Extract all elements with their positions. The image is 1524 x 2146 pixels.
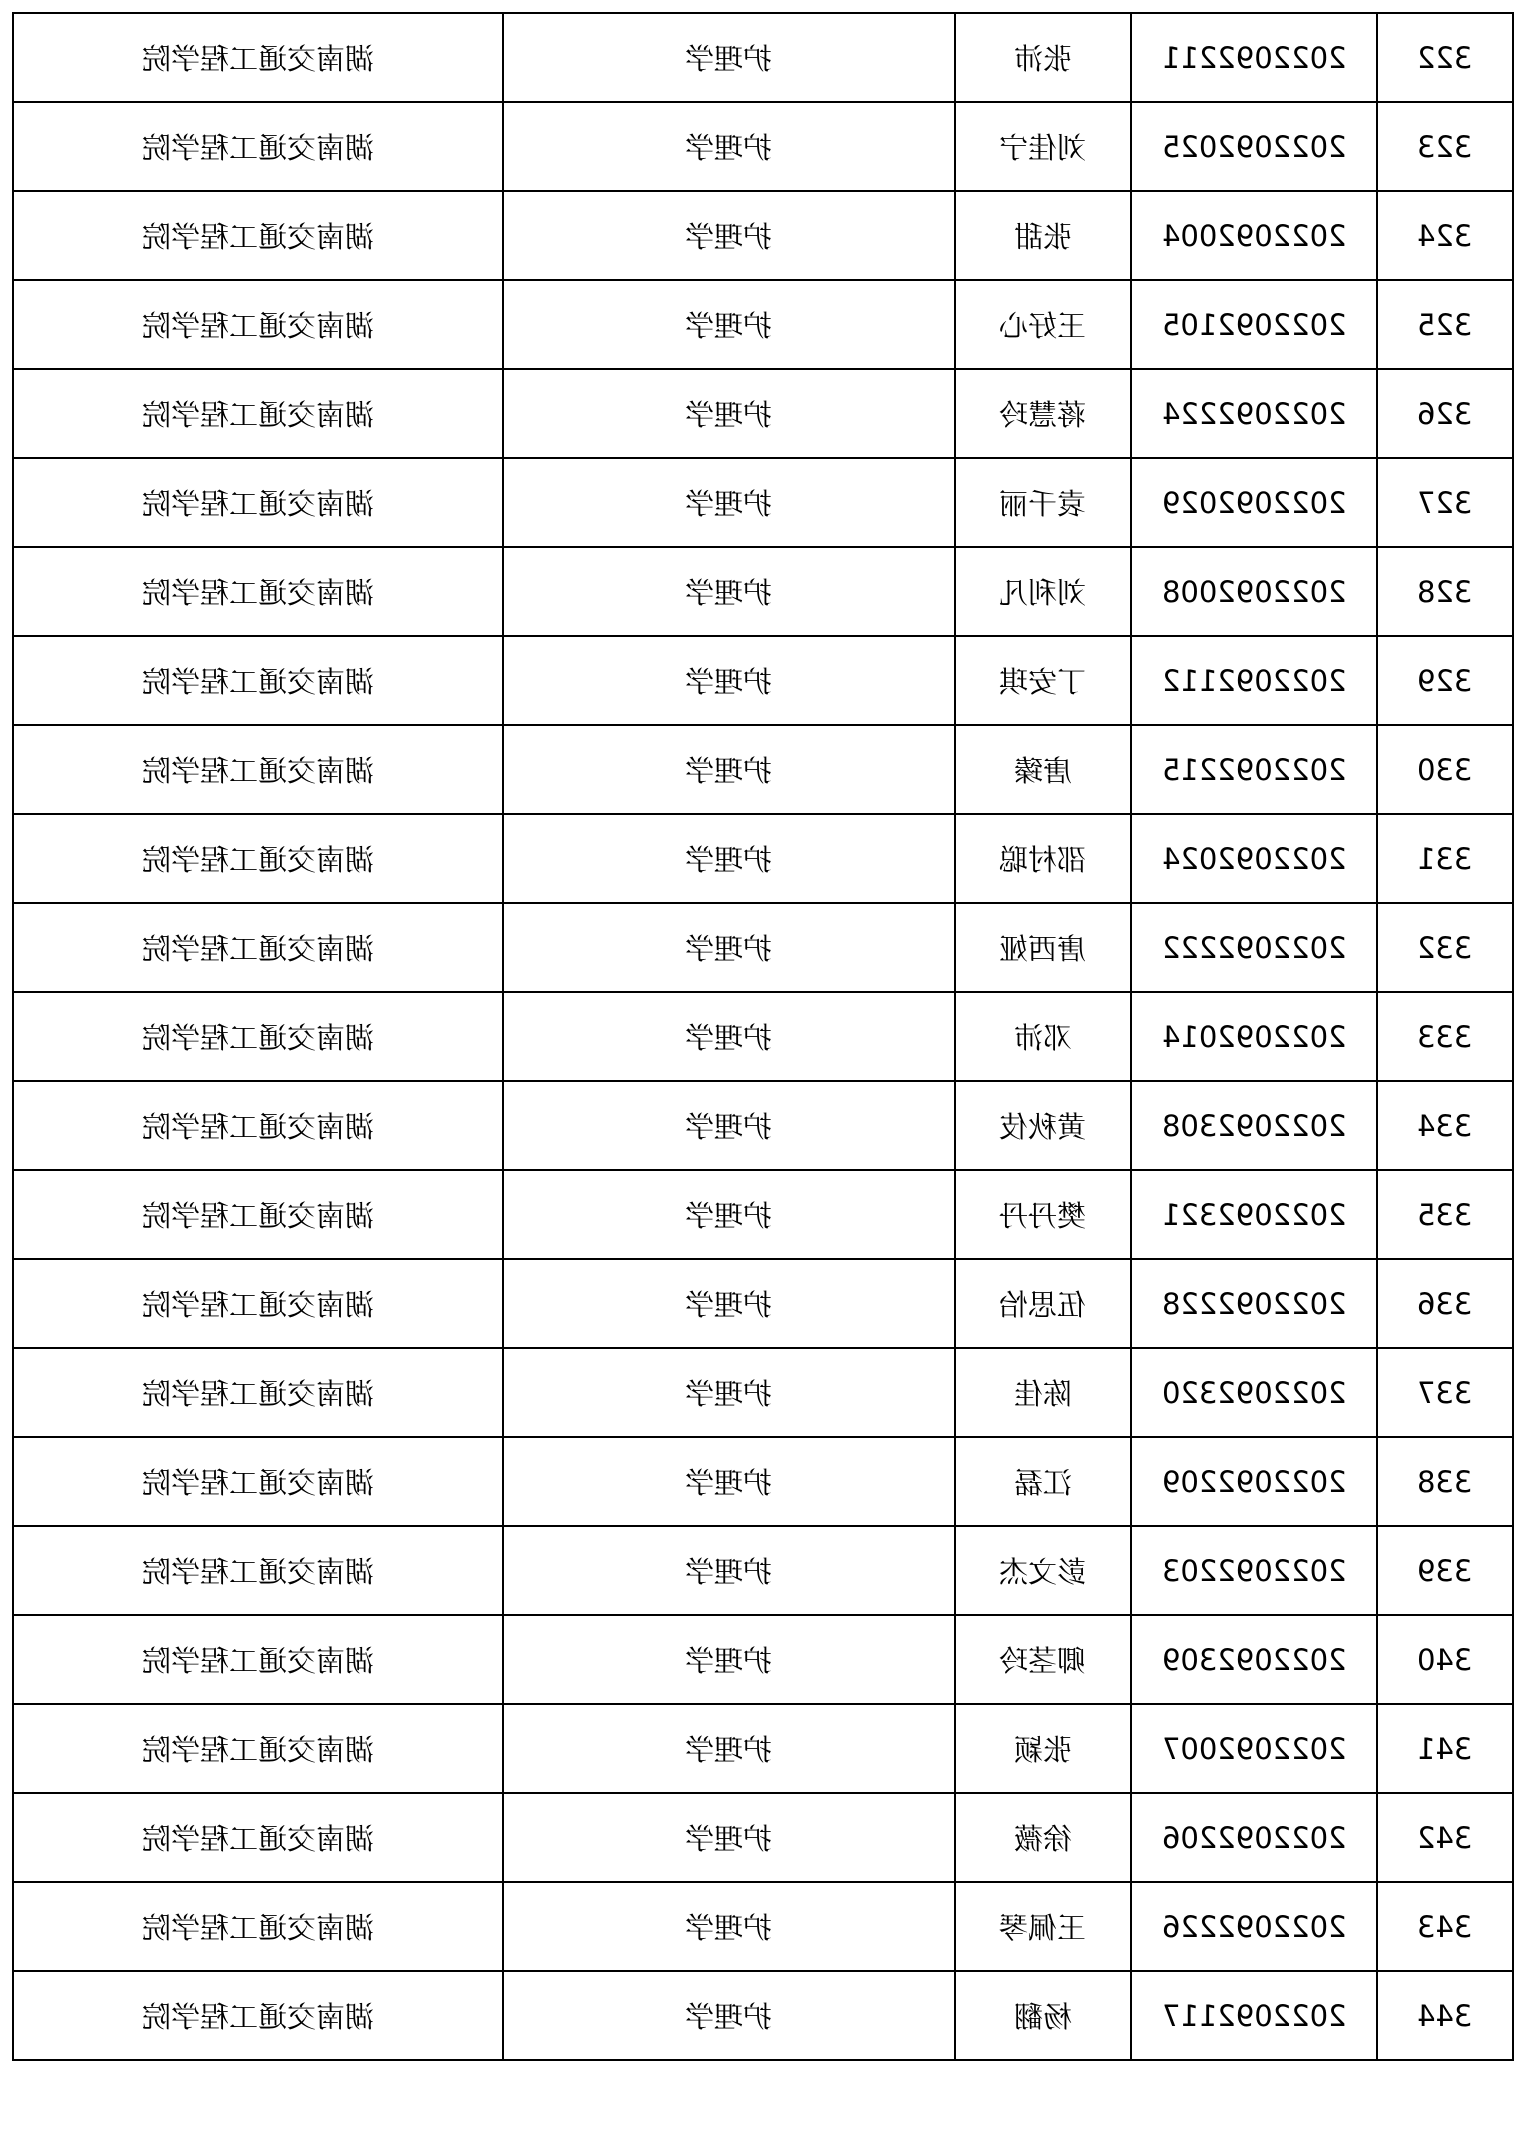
school-cell <box>13 13 503 102</box>
major-cell <box>503 1971 955 2060</box>
row-number-text: 336 <box>1417 1286 1473 1321</box>
name-text: 彭文杰 <box>999 1555 1087 1589</box>
row-number-cell <box>1377 1704 1513 1793</box>
name-text: 徐薇 <box>1013 1822 1072 1856</box>
name-text: 王好心 <box>999 309 1087 343</box>
student-id-cell <box>1131 1971 1377 2060</box>
row-number-text: 327 <box>1417 485 1473 520</box>
name-cell <box>955 1615 1131 1704</box>
name-cell <box>955 903 1131 992</box>
major-cell <box>503 1259 955 1348</box>
table-row <box>13 1526 1513 1615</box>
major-cell <box>503 547 955 636</box>
name-cell <box>955 1259 1131 1348</box>
row-number-cell <box>1377 1882 1513 1971</box>
name-text: 邵村聪 <box>999 843 1087 877</box>
student-id-text: 2022092112 <box>1161 663 1347 698</box>
student-id-text: 2022092206 <box>1161 1820 1347 1855</box>
row-number-text: 322 <box>1417 40 1473 75</box>
table-row <box>13 458 1513 547</box>
school-text: 湖南交通工程学院 <box>141 1644 374 1678</box>
school-text: 湖南交通工程学院 <box>141 1377 374 1411</box>
name-text: 邓沛 <box>1013 1021 1072 1055</box>
student-id-cell <box>1131 13 1377 102</box>
row-number-cell <box>1377 369 1513 458</box>
major-text: 护理学 <box>685 1377 773 1411</box>
major-text: 护理学 <box>685 1644 773 1678</box>
table-row <box>13 1259 1513 1348</box>
school-text: 湖南交通工程学院 <box>141 1555 374 1589</box>
name-cell <box>955 547 1131 636</box>
name-cell <box>955 280 1131 369</box>
row-number-text: 344 <box>1417 1998 1473 2033</box>
name-text: 袁千丽 <box>999 487 1087 521</box>
major-cell <box>503 191 955 280</box>
row-number-text: 338 <box>1417 1464 1473 1499</box>
student-id-cell <box>1131 1615 1377 1704</box>
name-text: 蒋慧玲 <box>999 398 1087 432</box>
table-row <box>13 903 1513 992</box>
row-number-text: 334 <box>1417 1108 1473 1143</box>
student-id-cell <box>1131 1882 1377 1971</box>
major-text: 护理学 <box>685 1733 773 1767</box>
school-text: 湖南交通工程学院 <box>141 2000 374 2034</box>
major-cell <box>503 814 955 903</box>
table-row <box>13 547 1513 636</box>
student-id-text: 2022092228 <box>1161 1286 1347 1321</box>
row-number-cell <box>1377 1971 1513 2060</box>
row-number-cell <box>1377 636 1513 725</box>
row-number-cell <box>1377 1526 1513 1615</box>
name-cell <box>955 1704 1131 1793</box>
school-cell <box>13 814 503 903</box>
school-text: 湖南交通工程学院 <box>141 754 374 788</box>
school-text: 湖南交通工程学院 <box>141 487 374 521</box>
school-text: 湖南交通工程学院 <box>141 1110 374 1144</box>
school-cell <box>13 903 503 992</box>
student-id-cell <box>1131 1081 1377 1170</box>
school-cell <box>13 1437 503 1526</box>
name-cell <box>955 1526 1131 1615</box>
student-id-text: 2022092215 <box>1161 752 1347 787</box>
table-row <box>13 1882 1513 1971</box>
school-cell <box>13 458 503 547</box>
student-id-cell <box>1131 1437 1377 1526</box>
name-text: 王佩琴 <box>999 1911 1087 1945</box>
school-text: 湖南交通工程学院 <box>141 398 374 432</box>
major-text: 护理学 <box>685 2000 773 2034</box>
school-cell <box>13 102 503 191</box>
name-cell <box>955 13 1131 102</box>
major-text: 护理学 <box>685 1822 773 1856</box>
school-cell <box>13 1704 503 1793</box>
major-text: 护理学 <box>685 1021 773 1055</box>
row-number-text: 328 <box>1417 574 1473 609</box>
school-text: 湖南交通工程学院 <box>141 131 374 165</box>
major-cell <box>503 903 955 992</box>
major-text: 护理学 <box>685 42 773 76</box>
school-text: 湖南交通工程学院 <box>141 1733 374 1767</box>
student-id-text: 2022092222 <box>1161 930 1347 965</box>
name-text: 卿茎玲 <box>999 1644 1087 1678</box>
student-id-text: 2022092224 <box>1161 396 1347 431</box>
major-cell <box>503 1348 955 1437</box>
row-number-text: 323 <box>1417 129 1473 164</box>
major-text: 护理学 <box>685 309 773 343</box>
major-text: 护理学 <box>685 576 773 610</box>
student-id-text: 2022092007 <box>1161 1731 1347 1766</box>
major-cell <box>503 1437 955 1526</box>
school-cell <box>13 1793 503 1882</box>
row-number-cell <box>1377 1348 1513 1437</box>
student-id-text: 2022092014 <box>1161 1019 1347 1054</box>
school-cell <box>13 369 503 458</box>
table-row <box>13 191 1513 280</box>
name-text: 唐臻 <box>1013 754 1072 788</box>
table-row <box>13 1704 1513 1793</box>
student-id-cell <box>1131 636 1377 725</box>
table-row <box>13 13 1513 102</box>
table-row <box>13 1793 1513 1882</box>
student-id-text: 2022092008 <box>1161 574 1347 609</box>
row-number-text: 340 <box>1417 1642 1473 1677</box>
row-number-text: 325 <box>1417 307 1473 342</box>
row-number-text: 332 <box>1417 930 1473 965</box>
name-cell <box>955 1081 1131 1170</box>
name-cell <box>955 191 1131 280</box>
row-number-text: 335 <box>1417 1197 1473 1232</box>
major-text: 护理学 <box>685 398 773 432</box>
major-text: 护理学 <box>685 1555 773 1589</box>
table-row <box>13 1971 1513 2060</box>
row-number-cell <box>1377 1793 1513 1882</box>
student-id-text: 2022092321 <box>1161 1197 1347 1232</box>
student-id-text: 2022092025 <box>1161 129 1347 164</box>
table-row <box>13 102 1513 191</box>
name-cell <box>955 992 1131 1081</box>
major-text: 护理学 <box>685 843 773 877</box>
name-text: 杨翻 <box>1013 2000 1072 2034</box>
name-text: 张沛 <box>1013 42 1072 76</box>
school-text: 湖南交通工程学院 <box>141 1199 374 1233</box>
school-cell <box>13 1259 503 1348</box>
row-number-cell <box>1377 1170 1513 1259</box>
row-number-cell <box>1377 903 1513 992</box>
school-text: 湖南交通工程学院 <box>141 42 374 76</box>
student-id-text: 2022092211 <box>1161 40 1347 75</box>
student-id-cell <box>1131 992 1377 1081</box>
row-number-cell <box>1377 1437 1513 1526</box>
major-text: 护理学 <box>685 1911 773 1945</box>
student-id-cell <box>1131 903 1377 992</box>
row-number-cell <box>1377 725 1513 814</box>
table-row <box>13 992 1513 1081</box>
name-cell <box>955 458 1131 547</box>
name-cell <box>955 725 1131 814</box>
row-number-cell <box>1377 458 1513 547</box>
student-id-cell <box>1131 1259 1377 1348</box>
school-cell <box>13 1971 503 2060</box>
school-text: 湖南交通工程学院 <box>141 1021 374 1055</box>
table-row <box>13 280 1513 369</box>
student-id-cell <box>1131 1348 1377 1437</box>
table-row <box>13 636 1513 725</box>
major-cell <box>503 1526 955 1615</box>
name-text: 唐西娅 <box>999 932 1087 966</box>
student-id-cell <box>1131 1526 1377 1615</box>
table-row <box>13 1081 1513 1170</box>
school-text: 湖南交通工程学院 <box>141 1911 374 1945</box>
student-id-text: 2022092029 <box>1161 485 1347 520</box>
major-cell <box>503 458 955 547</box>
student-list-table <box>12 12 1514 2061</box>
row-number-text: 339 <box>1417 1553 1473 1588</box>
student-id-text: 2022092024 <box>1161 841 1347 876</box>
row-number-cell <box>1377 102 1513 191</box>
school-text: 湖南交通工程学院 <box>141 1822 374 1856</box>
table-row <box>13 725 1513 814</box>
school-text: 湖南交通工程学院 <box>141 665 374 699</box>
school-text: 湖南交通工程学院 <box>141 932 374 966</box>
name-cell <box>955 1793 1131 1882</box>
row-number-cell <box>1377 13 1513 102</box>
name-cell <box>955 1882 1131 1971</box>
name-text: 刘利凡 <box>999 576 1087 610</box>
school-text: 湖南交通工程学院 <box>141 843 374 877</box>
major-text: 护理学 <box>685 1199 773 1233</box>
row-number-cell <box>1377 1615 1513 1704</box>
name-text: 樊丹丹 <box>999 1199 1087 1233</box>
row-number-cell <box>1377 547 1513 636</box>
row-number-text: 324 <box>1417 218 1473 253</box>
student-id-cell <box>1131 547 1377 636</box>
major-text: 护理学 <box>685 754 773 788</box>
school-text: 湖南交通工程学院 <box>141 220 374 254</box>
major-text: 护理学 <box>685 932 773 966</box>
school-cell <box>13 191 503 280</box>
major-text: 护理学 <box>685 220 773 254</box>
name-cell <box>955 369 1131 458</box>
student-id-cell <box>1131 102 1377 191</box>
school-cell <box>13 725 503 814</box>
student-id-cell <box>1131 280 1377 369</box>
table-row <box>13 1437 1513 1526</box>
name-text: 伍思怡 <box>999 1288 1087 1322</box>
school-cell <box>13 1348 503 1437</box>
name-text: 张颖 <box>1013 1733 1072 1767</box>
student-id-cell <box>1131 458 1377 547</box>
row-number-text: 333 <box>1417 1019 1473 1054</box>
student-id-cell <box>1131 725 1377 814</box>
row-number-text: 326 <box>1417 396 1473 431</box>
school-cell <box>13 1170 503 1259</box>
row-number-text: 343 <box>1417 1909 1473 1944</box>
school-cell <box>13 1882 503 1971</box>
name-text: 刘佳宁 <box>999 131 1087 165</box>
major-text: 护理学 <box>685 1110 773 1144</box>
name-cell <box>955 1170 1131 1259</box>
student-id-cell <box>1131 191 1377 280</box>
name-cell <box>955 1437 1131 1526</box>
major-cell <box>503 1882 955 1971</box>
major-text: 护理学 <box>685 131 773 165</box>
row-number-cell <box>1377 1081 1513 1170</box>
student-id-text: 2022092308 <box>1161 1108 1347 1143</box>
student-id-text: 2022092004 <box>1161 218 1347 253</box>
table-row <box>13 1615 1513 1704</box>
table-row <box>13 1170 1513 1259</box>
major-text: 护理学 <box>685 487 773 521</box>
student-id-text: 2022092105 <box>1161 307 1347 342</box>
row-number-cell <box>1377 191 1513 280</box>
row-number-text: 329 <box>1417 663 1473 698</box>
student-id-text: 2022092226 <box>1161 1909 1347 1944</box>
school-cell <box>13 280 503 369</box>
row-number-cell <box>1377 280 1513 369</box>
major-cell <box>503 102 955 191</box>
row-number-text: 330 <box>1417 752 1473 787</box>
major-cell <box>503 725 955 814</box>
student-id-text: 2022092320 <box>1161 1375 1347 1410</box>
student-id-text: 2022092309 <box>1161 1642 1347 1677</box>
name-cell <box>955 1348 1131 1437</box>
major-text: 护理学 <box>685 665 773 699</box>
name-text: 陈佳 <box>1013 1377 1072 1411</box>
student-id-cell <box>1131 1793 1377 1882</box>
major-cell <box>503 1793 955 1882</box>
school-cell <box>13 1615 503 1704</box>
school-text: 湖南交通工程学院 <box>141 1288 374 1322</box>
major-cell <box>503 992 955 1081</box>
major-cell <box>503 1081 955 1170</box>
name-text: 丁安琪 <box>999 665 1087 699</box>
row-number-text: 342 <box>1417 1820 1473 1855</box>
major-cell <box>503 1615 955 1704</box>
row-number-cell <box>1377 814 1513 903</box>
name-text: 黄秋伎 <box>999 1110 1087 1144</box>
student-id-cell <box>1131 1704 1377 1793</box>
school-text: 湖南交通工程学院 <box>141 1466 374 1500</box>
row-number-text: 337 <box>1417 1375 1473 1410</box>
student-id-text: 2022092209 <box>1161 1464 1347 1499</box>
name-cell <box>955 1971 1131 2060</box>
major-cell <box>503 636 955 725</box>
school-cell <box>13 547 503 636</box>
student-id-text: 2022092203 <box>1161 1553 1347 1588</box>
student-id-cell <box>1131 369 1377 458</box>
table-row <box>13 1348 1513 1437</box>
row-number-cell <box>1377 992 1513 1081</box>
row-number-cell <box>1377 1259 1513 1348</box>
name-text: 江磊 <box>1013 1466 1072 1500</box>
name-cell <box>955 636 1131 725</box>
row-number-text: 341 <box>1417 1731 1473 1766</box>
major-text: 护理学 <box>685 1288 773 1322</box>
student-id-text: 2022092117 <box>1161 1998 1347 2033</box>
school-cell <box>13 992 503 1081</box>
student-id-cell <box>1131 814 1377 903</box>
table-row <box>13 369 1513 458</box>
major-cell <box>503 1170 955 1259</box>
name-cell <box>955 102 1131 191</box>
name-cell <box>955 814 1131 903</box>
school-text: 湖南交通工程学院 <box>141 576 374 610</box>
major-text: 护理学 <box>685 1466 773 1500</box>
table-row <box>13 814 1513 903</box>
school-cell <box>13 1081 503 1170</box>
school-text: 湖南交通工程学院 <box>141 309 374 343</box>
school-cell <box>13 636 503 725</box>
major-cell <box>503 369 955 458</box>
major-cell <box>503 1704 955 1793</box>
school-cell <box>13 1526 503 1615</box>
major-cell <box>503 280 955 369</box>
student-id-cell <box>1131 1170 1377 1259</box>
major-cell <box>503 13 955 102</box>
name-text: 张甜 <box>1013 220 1072 254</box>
row-number-text: 331 <box>1417 841 1473 876</box>
table-body <box>13 13 1513 2060</box>
